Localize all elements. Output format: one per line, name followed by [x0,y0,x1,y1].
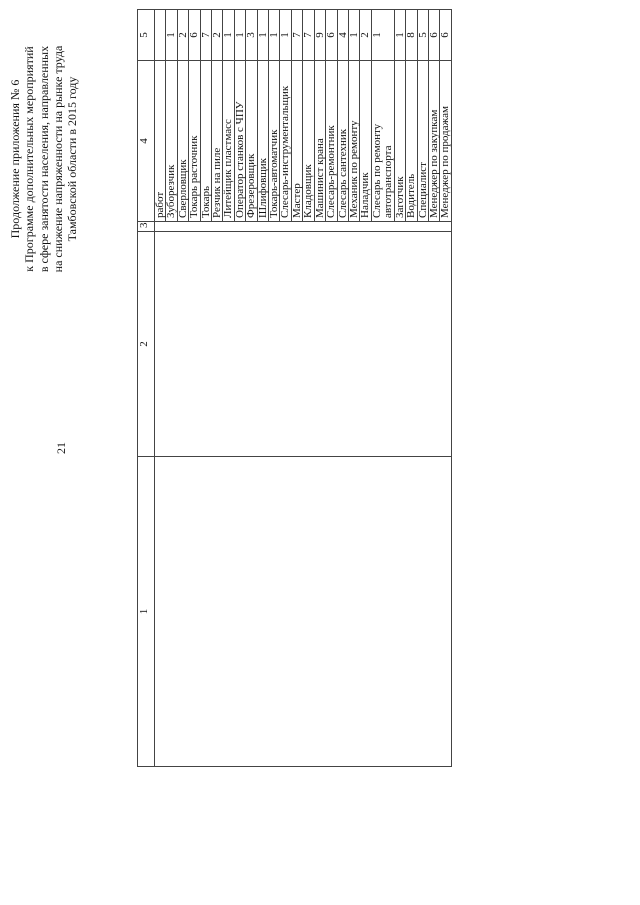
count-cell: 1 [394,10,405,61]
count-cell: 2 [177,10,188,61]
profession-cell: Сверловщик [177,61,188,222]
profession-cell: Мастер [291,61,302,222]
profession-cell: Механик по ремонту [348,61,359,222]
profession-cell: работ [155,61,166,222]
count-cell: 1 [166,10,177,61]
empty-merged-cell [155,222,452,232]
count-cell: 5 [417,10,428,61]
count-cell: 1 [234,10,245,61]
column-number: 2 [138,232,155,457]
profession-cell: Литейщик пластмасс [223,61,234,222]
profession-cell: Заготчик [394,61,405,222]
appendix-header [8,9,79,309]
column-number: 5 [138,10,155,61]
table-row [155,10,166,767]
count-cell: 6 [428,10,439,61]
header-line: Тамбовской области в 2015 году [65,76,80,242]
count-cell: 1 [280,10,291,61]
count-cell: 1 [257,10,268,61]
count-cell: 7 [303,10,314,61]
count-cell: 6 [440,10,451,61]
count-cell: 3 [246,10,257,61]
count-cell: 2 [212,10,223,61]
count-cell: 7 [291,10,302,61]
profession-cell: Менеджер по закупкам [428,61,439,222]
column-number-row [138,10,155,767]
profession-cell: Менеджер по продажам [440,61,451,222]
profession-cell: Водитель [406,61,417,222]
profession-cell: Оператор станков с ЧПУ [234,61,245,222]
header-line: к Программе дополнительных мероприятий [22,46,37,272]
profession-cell: Фрезеровщик [246,61,257,222]
count-cell [155,10,166,61]
table-body [155,10,452,767]
profession-cell: Токарь расточник [189,61,200,222]
empty-merged-cell [155,232,452,457]
column-number: 3 [138,222,155,232]
count-cell: 2 [360,10,371,61]
header-line: Продолжение приложения № 6 [8,79,22,239]
column-number: 4 [138,61,155,222]
empty-merged-cell [155,457,452,767]
profession-cell: Шлифовщик [257,61,268,222]
count-cell: 7 [200,10,211,61]
profession-cell: Зуборезчик [166,61,177,222]
profession-cell: Наладчик [360,61,371,222]
professions-table [137,9,452,767]
profession-cell: Кладовщик [303,61,314,222]
profession-cell: Машинист крана [314,61,325,222]
profession-cell: Специалист [417,61,428,222]
count-cell: 1 [348,10,359,61]
profession-cell: Слесарь-инструментальщик [280,61,291,222]
header-line: на снижение напряженности на рынке труда [50,45,65,273]
count-cell: 4 [337,10,348,61]
profession-cell: Резчик на пиле [212,61,223,222]
page-number: 21 [54,442,68,454]
column-number: 1 [138,457,155,767]
profession-cell: Слесарь-ремонтник [326,61,337,222]
count-cell: 6 [189,10,200,61]
profession-cell: Токарь [200,61,211,222]
count-cell: 6 [326,10,337,61]
count-cell: 1 [371,10,394,61]
profession-cell: Токарь-автоматчик [269,61,280,222]
count-cell: 1 [223,10,234,61]
profession-cell: Слесарь сантехник [337,61,348,222]
count-cell: 1 [269,10,280,61]
profession-cell: Слесарь по ремонту автотранспорта [371,61,394,222]
header-line: в сфере занятости населения, направленных [36,45,51,273]
count-cell: 8 [406,10,417,61]
count-cell: 9 [314,10,325,61]
